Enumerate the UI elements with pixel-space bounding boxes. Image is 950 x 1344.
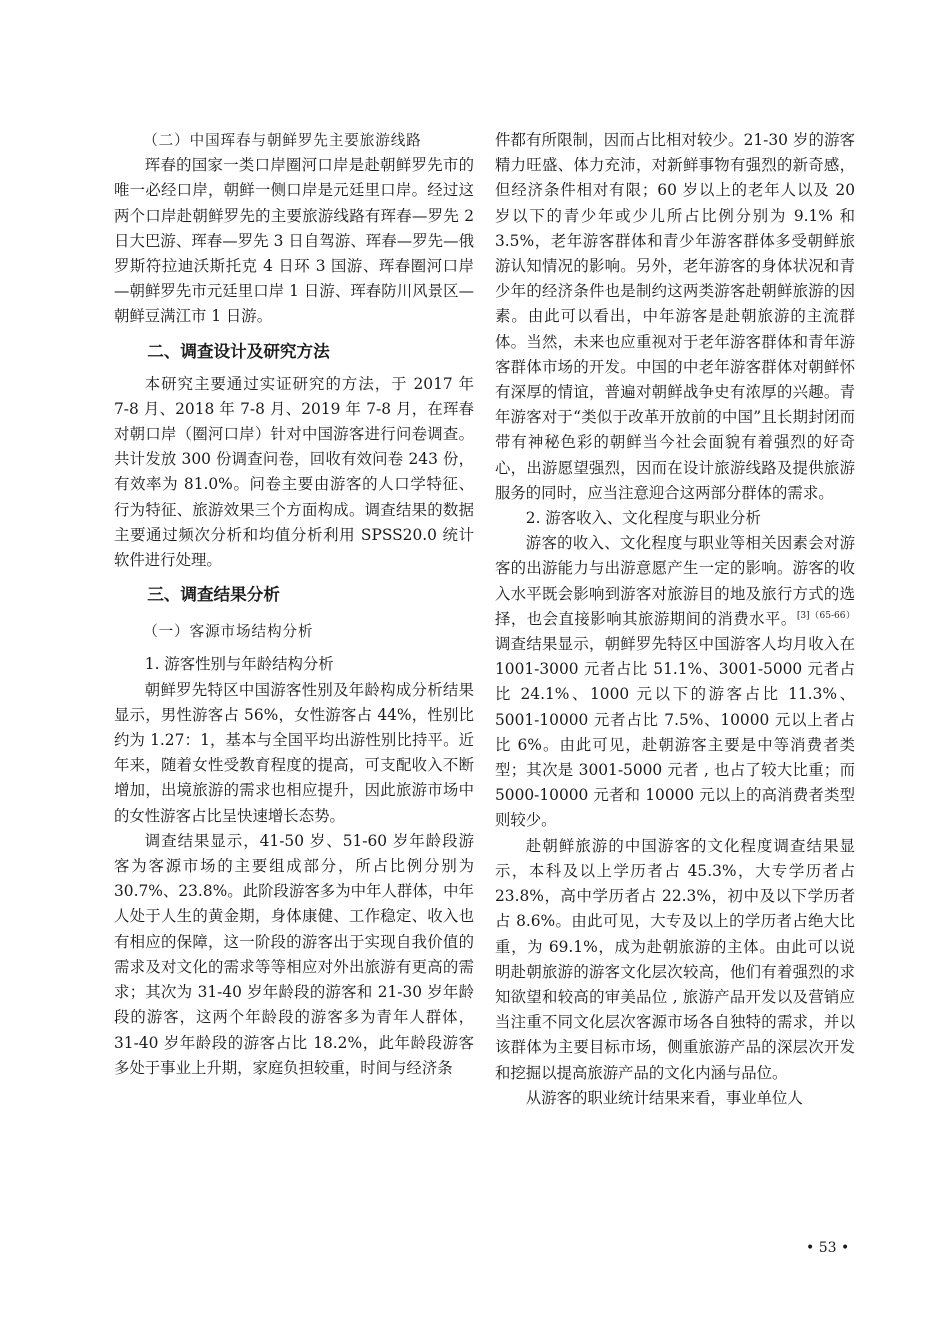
subsection-heading-routes: （二）中国珲春与朝鲜罗先主要旅游线路 (143, 132, 422, 149)
section-heading-results: 三、调查结果分析 (147, 585, 280, 605)
paragraph-income (495, 531, 855, 833)
subsection-heading-market: （一）客源市场结构分析 (143, 623, 314, 641)
paragraph-income-text-b: 调查结果显示，朝鲜罗先特区中国游客人均月收入在 1001-3000 元者占比 51.1%、3001-5000 元者占比 24.1%、1000 元以下的游客占比 11.3%、5001-10000 元者占比 7.5%、10000 元以上者占比 6%。由此可见，赴朝游客主要是中等消费者类型；其次是 3001-5000 元者 , 也占了较大比重；而 5000-10000 元者和 10000 元以上的高消费者类型则较少。 (495, 635, 855, 830)
paragraph-age-continued: 件都有所限制，因而占比相对较少。21-30 岁的游客精力旺盛、体力充沛，对新鲜事物有强烈的新奇感，但经济条件相对有限；60 岁以上的老年人以及 20 岁以下的青少年或少儿所占比例分别为 9.1% 和 3.5%，老年游客群体和青少年游客群体多受朝鲜旅游认知情况的影响。另外，老年游客的身体状况和青少年的经济条件也是制约这两类游客赴朝鲜旅游的因素。由此可以看出，中年游客是赴朝旅游的主流群体。当然，未来也应重视对于老年游客群体和青年游客群体市场的开发。中国的中老年游客群体对朝鲜怀有深厚的情谊，普遍对朝鲜战争史有浓厚的兴趣。青年游客对于“类似于改革开放前的中国”且长期封闭而带有神秘色彩的朝鲜当今社会面貌有着强烈的好奇心，出游愿望强烈，因而在设计旅游线路及提供旅游服务的同时，应当注意迎合这两部分群体的需求。 (495, 131, 855, 502)
item-heading-gender-age: 1. 游客性别与年龄结构分析 (144, 655, 334, 674)
paragraph-age: 调查结果显示，41-50 岁、51-60 岁年龄段游客为客源市场的主要组成部分，所占比例分别为 30.7%、23.8%。此阶段游客多为中年人群体，中年人处于人生的黄金期，身体康健、工作稳定、收入也有相应的保障，这一阶段的游客出于实现自我价值的需求及对文化的需求等等相应对外出旅游有更高的需求；其次为 31-40 岁年龄段的游客和 21-30 岁年龄段的游客，这两个年龄段的游客多为青年人群体，31-40 岁年龄段的游客占比 18.2%，此年龄段游客多处于事业上升期，家庭负担较重，时间与经济条 (114, 831, 474, 1077)
paragraph-occupation: 从游客的职业统计结果来看，事业单位人 (525, 1088, 803, 1107)
paragraph-method: 本研究主要通过实证研究的方法，于 2017 年 7-8 月、2018 年 7-8 月、2019 年 7-8 月，在珲春对朝口岸（圈河口岸）针对中国游客进行问卷调查。共计发放 300 份调查问卷，回收有效问卷 243 份，有效率为 81.0%。问卷主要由游客的人口学特征、行为特征、旅游效果三个方面构成。调查结果的数据主要通过频次分析和均值分析利用 SPSS20.0 统计软件进行处理。 (114, 374, 474, 570)
paragraph-gender: 朝鲜罗先特区中国游客性别及年龄构成分析结果显示，男性游客占 56%，女性游客占 44%，性别比约为 1.27：1，基本与全国平均出游性别比持平。近年来，随着女性受教育程度的提高，可支配收入不断增加，出境旅游的需求也相应提升，因此旅游市场中的女性游客占比呈快速增长态势。 (114, 680, 474, 825)
right-column (495, 128, 855, 1111)
citation-marker: [3]（65-66） (796, 610, 855, 621)
paragraph-income-text-a: 游客的收入、文化程度与职业等相关因素会对游客的出游能力与出游意愿产生一定的影响。游客的收入水平既会影响到游客对旅游目的地及旅行方式的选择，也会直接影响其旅游期间的消费水平。 (495, 534, 855, 628)
paragraph-routes: 珲春的国家一类口岸圈河口岸是赴朝鲜罗先市的唯一必经口岸，朝鲜一侧口岸是元廷里口岸。经过这两个口岸赴朝鲜罗先的主要旅游线路有珲春—罗先 2 日大巴游、珲春—罗先 3 日自驾游、珲春—罗先—俄罗斯符拉迪沃斯托克 4 日环 3 国游、珲春圈河口岸—朝鲜罗先市元廷里口岸 1 日游、珲春防川风景区—朝鲜豆满江市 1 日游。 (114, 156, 474, 326)
paragraph-education: 赴朝鲜旅游的中国游客的文化程度调查结果显示，本科及以上学历者占 45.3%，大专学历者占 23.8%，高中学历者占 22.3%，初中及以下学历者占 8.6%。由此可见，大专及以上的学历者占绝大比重，为 69.1%，成为赴朝旅游的主体。由此可以说明赴朝旅游的游客文化层次较高，他们有着强烈的求知欲望和较高的审美品位 , 旅游产品开发以及营销应当注重不同文化层次客源市场各自独特的需求，并以该群体为主要目标市场，侧重旅游产品的深层次开发和挖掘以提高旅游产品的文化内涵与品位。 (495, 836, 855, 1082)
item-heading-income: 2. 游客收入、文化程度与职业分析 (525, 509, 761, 528)
left-column (114, 128, 474, 1081)
page-number: • 53 • (806, 1240, 850, 1256)
section-heading-method: 二、调查设计及研究方法 (147, 341, 330, 361)
